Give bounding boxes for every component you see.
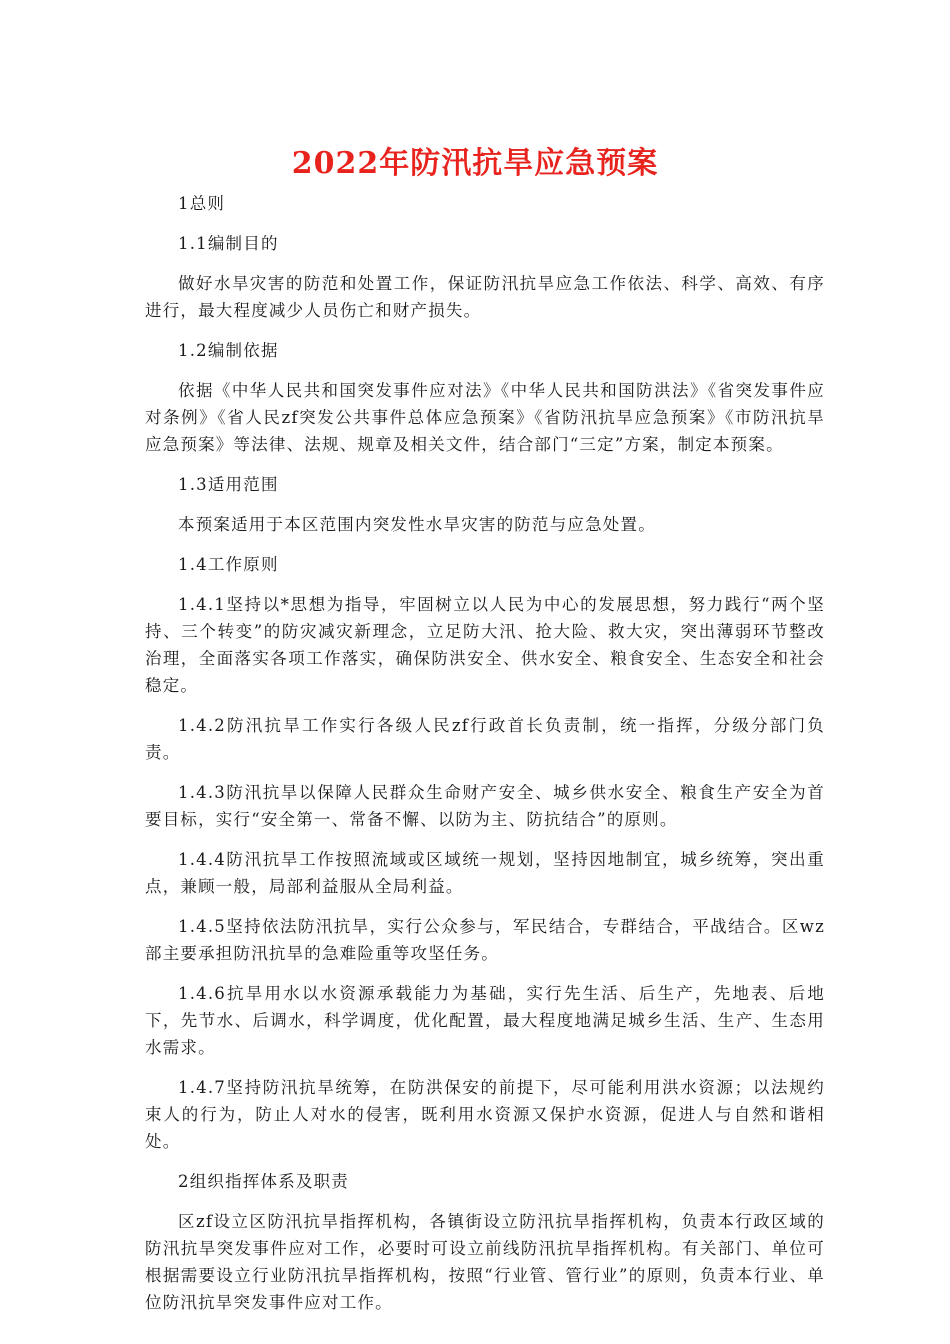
paragraph-principle-7: 1.4.7坚持防汛抗旱统筹，在防洪保安的前提下，尽可能利用洪水资源；以法规约束人的行为，防止人对水的侵害，既利用水资源又保护水资源，促进人与自然和谐相处。 (145, 1078, 825, 1151)
paragraph-principle-6: 1.4.6抗旱用水以水资源承载能力为基础，实行先生活、后生产，先地表、后地下，先节水、后调水，科学调度，优化配置，最大程度地满足城乡生活、生产、生态用水需求。 (145, 984, 825, 1057)
heading-general: 1总则 (178, 194, 226, 213)
heading-principles: 1.4工作原则 (178, 555, 279, 574)
heading-purpose: 1.1编制目的 (178, 234, 279, 253)
paragraph-principle-1: 1.4.1坚持以*思想为指导，牢固树立以人民为中心的发展思想，努力践行“两个坚持、三个转变”的防灾减灾新理念，立足防大汛、抢大险、救大灾，突出薄弱环节整改治理，全面落实各项工作落实，确保防洪安全、供水安全、粮食安全、生态安全和社会稳定。 (145, 595, 825, 695)
paragraph-principle-3: 1.4.3防汛抗旱以保障人民群众生命财产安全、城乡供水安全、粮食生产安全为首要目标，实行“安全第一、常备不懈、以防为主、防抗结合”的原则。 (145, 783, 825, 829)
heading-basis: 1.2编制依据 (178, 341, 279, 360)
heading-organization: 2组织指挥体系及职责 (178, 1172, 349, 1191)
document-body (145, 190, 825, 1329)
paragraph-principle-4: 1.4.4防汛抗旱工作按照流域或区域统一规划，坚持因地制宜，城乡统筹，突出重点，兼顾一般，局部利益服从全局利益。 (145, 850, 825, 896)
paragraph-principle-5: 1.4.5坚持依法防汛抗旱，实行公众参与，军民结合，专群结合，平战结合。区wz部主要承担防汛抗旱的急难险重等攻坚任务。 (145, 917, 825, 963)
paragraph-principle-2: 1.4.2防汛抗旱工作实行各级人民zf行政首长负责制，统一指挥，分级分部门负责。 (145, 716, 825, 762)
paragraph-basis: 依据《中华人民共和国突发事件应对法》《中华人民共和国防洪法》《省突发事件应对条例》《省人民zf突发公共事件总体应急预案》《省防汛抗旱应急预案》《市防汛抗旱应急预案》等法律、法规、规章及相关文件，结合部门“三定”方案，制定本预案。 (145, 381, 825, 454)
paragraph-scope: 本预案适用于本区范围内突发性水旱灾害的防范与应急处置。 (178, 515, 656, 534)
document-title: 2022年防汛抗旱应急预案 (291, 146, 659, 181)
heading-scope: 1.3适用范围 (178, 475, 279, 494)
paragraph-organization: 区zf设立区防汛抗旱指挥机构，各镇街设立防汛抗旱指挥机构，负责本行政区域的防汛抗旱突发事件应对工作，必要时可设立前线防汛抗旱指挥机构。有关部门、单位可根据需要设立行业防汛抗旱指挥机构，按照“行业管、管行业”的原则，负责本行业、单位防汛抗旱突发事件应对工作。 (145, 1212, 825, 1312)
paragraph-purpose: 做好水旱灾害的防范和处置工作，保证防汛抗旱应急工作依法、科学、高效、有序进行，最大程度减少人员伤亡和财产损失。 (145, 274, 825, 320)
